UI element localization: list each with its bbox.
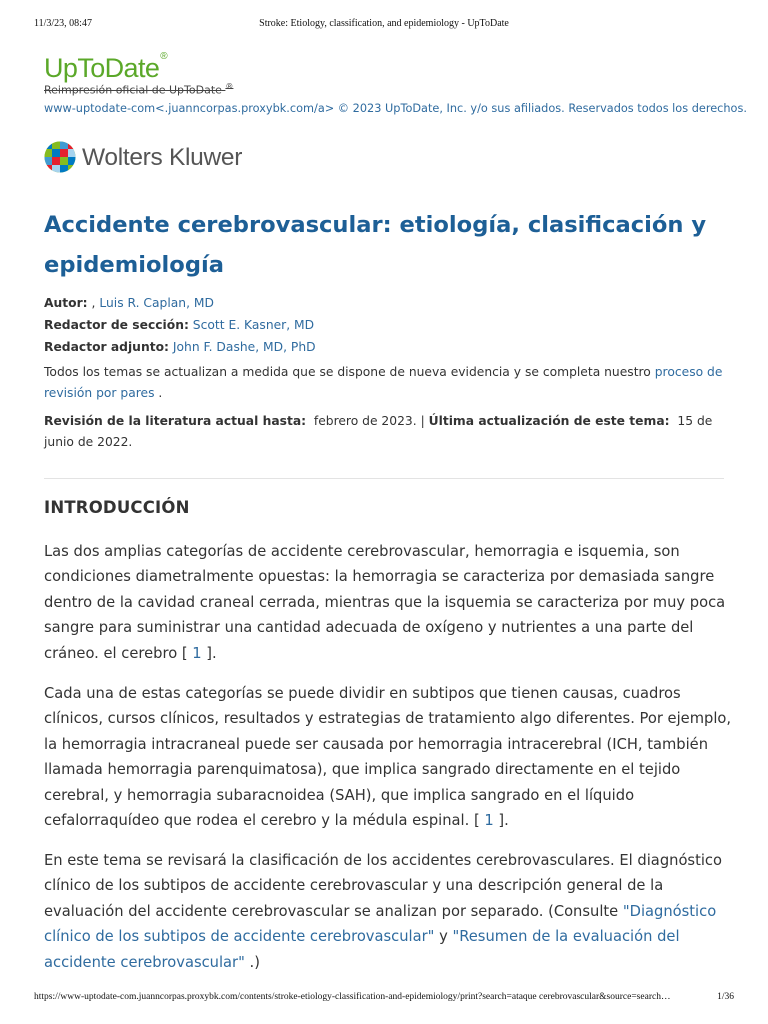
reprint-notice [44,80,233,98]
last-updated-value: 15 de junio de 2022. [44,414,713,449]
uptodate-logo[interactable] [44,50,167,83]
deputy-editor-link[interactable]: John F. Dashe, MD, PhD [172,340,316,354]
section-editor-label: Redactor de sección [44,318,184,332]
print-footer [34,992,734,1006]
peer-review-link[interactable]: proceso de revisión por pares [44,365,723,400]
logo-registered-mark: ® [160,51,168,62]
author-label: Autor [44,296,83,310]
paragraph-text: Cada una de estas categorías se puede dividir en subtipos que tienen causas, cuadros clínicos, cursos clínicos, resultados y estrategias de tratamiento algo diferentes. Por ejemplo, la hemorragia intracraneal puede ser causada por hemorragia intracerebral (ICH, también llamada hemorragia parenquimatosa), que implica sangrado directamente en el tejido cerebral, y hemorragia subaracnoidea (SAH), que implica sangrado en el líquido cefalorraquídeo que rodea el cerebro y la médula espinal. [ [44,685,732,830]
author-prefix: , [91,296,100,310]
wolters-kluwer-globe-icon [44,141,76,173]
print-page-title: Stroke: Etiology, classification, and epidemiology - UpToDate [259,18,509,29]
reprint-text: Reimpresión oficial de UpToDate [44,83,222,97]
intro-paragraph-3 [44,848,734,975]
print-header [34,18,734,32]
author-link[interactable]: Luis R. Caplan, MD [99,296,214,310]
lit-review-value: febrero de 2023. [313,414,417,428]
paragraph-conjunction: y [434,928,453,946]
article-contributors [44,292,724,358]
logo-text: UpToDate [44,53,160,83]
deputy-editor-row: Redactor adjunto: John F. Dashe, MD, PhD [44,340,316,354]
article-title: Accidente cerebrovascular: etiología, clasificación y epidemiología [44,212,707,278]
author-row: Autor: , Luis R. Caplan, MD [44,296,214,310]
reference-link-1[interactable]: 1 [484,812,494,830]
reference-link-1[interactable]: 1 [192,644,202,662]
copyright-line[interactable]: www-uptodate-com<.juanncorpas.proxybk.com/a> © 2023 UpToDate, Inc. y/o sus afiliados. Reservados todos los derechos. [44,102,747,115]
reprint-registered-mark: ® [225,82,234,91]
intro-paragraph-2 [44,681,734,833]
publisher-name: Wolters Kluwer [82,144,243,171]
stroke-evaluation-overview-link[interactable]: "Resumen de la evaluación del accidente cerebrovascular" [44,928,680,971]
review-dates: Revisión de la literatura actual hasta: febrero de 2023. | Última actualización de este tema: 15 de junio de 2022. [44,414,713,449]
separator: | [420,414,425,428]
section-heading-intro: INTRODUCCIÓN [44,498,190,517]
lit-review-label: Revisión de la literatura actual hasta [44,414,302,428]
update-note-text: Todos los temas se actualizan a medida que se dispone de nueva evidencia y se completa nuestro [44,365,655,379]
update-note-end: . [154,386,163,400]
paragraph-text: En este tema se revisará la clasificación de los accidentes cerebrovasculares. El diagnóstico clínico de los subtipos de accidente cerebrovascular y una descripción general de la evaluación del accidente cerebrovascular se analizan por separado. (Consulte [44,852,722,920]
paragraph-end: ]. [493,812,509,830]
stroke-subtypes-diagnosis-link[interactable]: "Diagnóstico clínico de los subtipos de accidente cerebrovascular" [44,902,717,946]
paragraph-end: ]. [201,644,217,662]
section-editor-row: Redactor de sección: Scott E. Kasner, MD [44,318,315,332]
section-divider [44,478,724,479]
last-updated-label: Última actualización de este tema [428,414,665,428]
intro-paragraph-1 [44,539,734,666]
print-url: https://www-uptodate-com.juanncorpas.proxybk.com/contents/stroke-etiology-classification-and-epidemiology/print?search=ataque cerebrovascular&source=search… [34,992,671,1002]
paragraph-end: .) [244,953,260,971]
update-note [44,362,724,404]
section-editor-link[interactable]: Scott E. Kasner, MD [192,318,315,332]
paragraph-text: Las dos amplias categorías de accidente cerebrovascular, hemorragia e isquemia, son condiciones diametralmente opuestas: la hemorragia se caracteriza por demasiada sangre dentro de la cavidad craneal cerrada, mientras que la isquemia se caracteriza por muy poca sangre para suministrar una cantidad adecuada de oxígeno y nutrientes a una parte del cráneo. el cerebro [ [44,543,726,662]
print-date: 11/3/23, 08:47 [34,18,92,29]
deputy-editor-label: Redactor adjunto [44,340,165,354]
print-page-number: 1/36 [717,992,734,1002]
